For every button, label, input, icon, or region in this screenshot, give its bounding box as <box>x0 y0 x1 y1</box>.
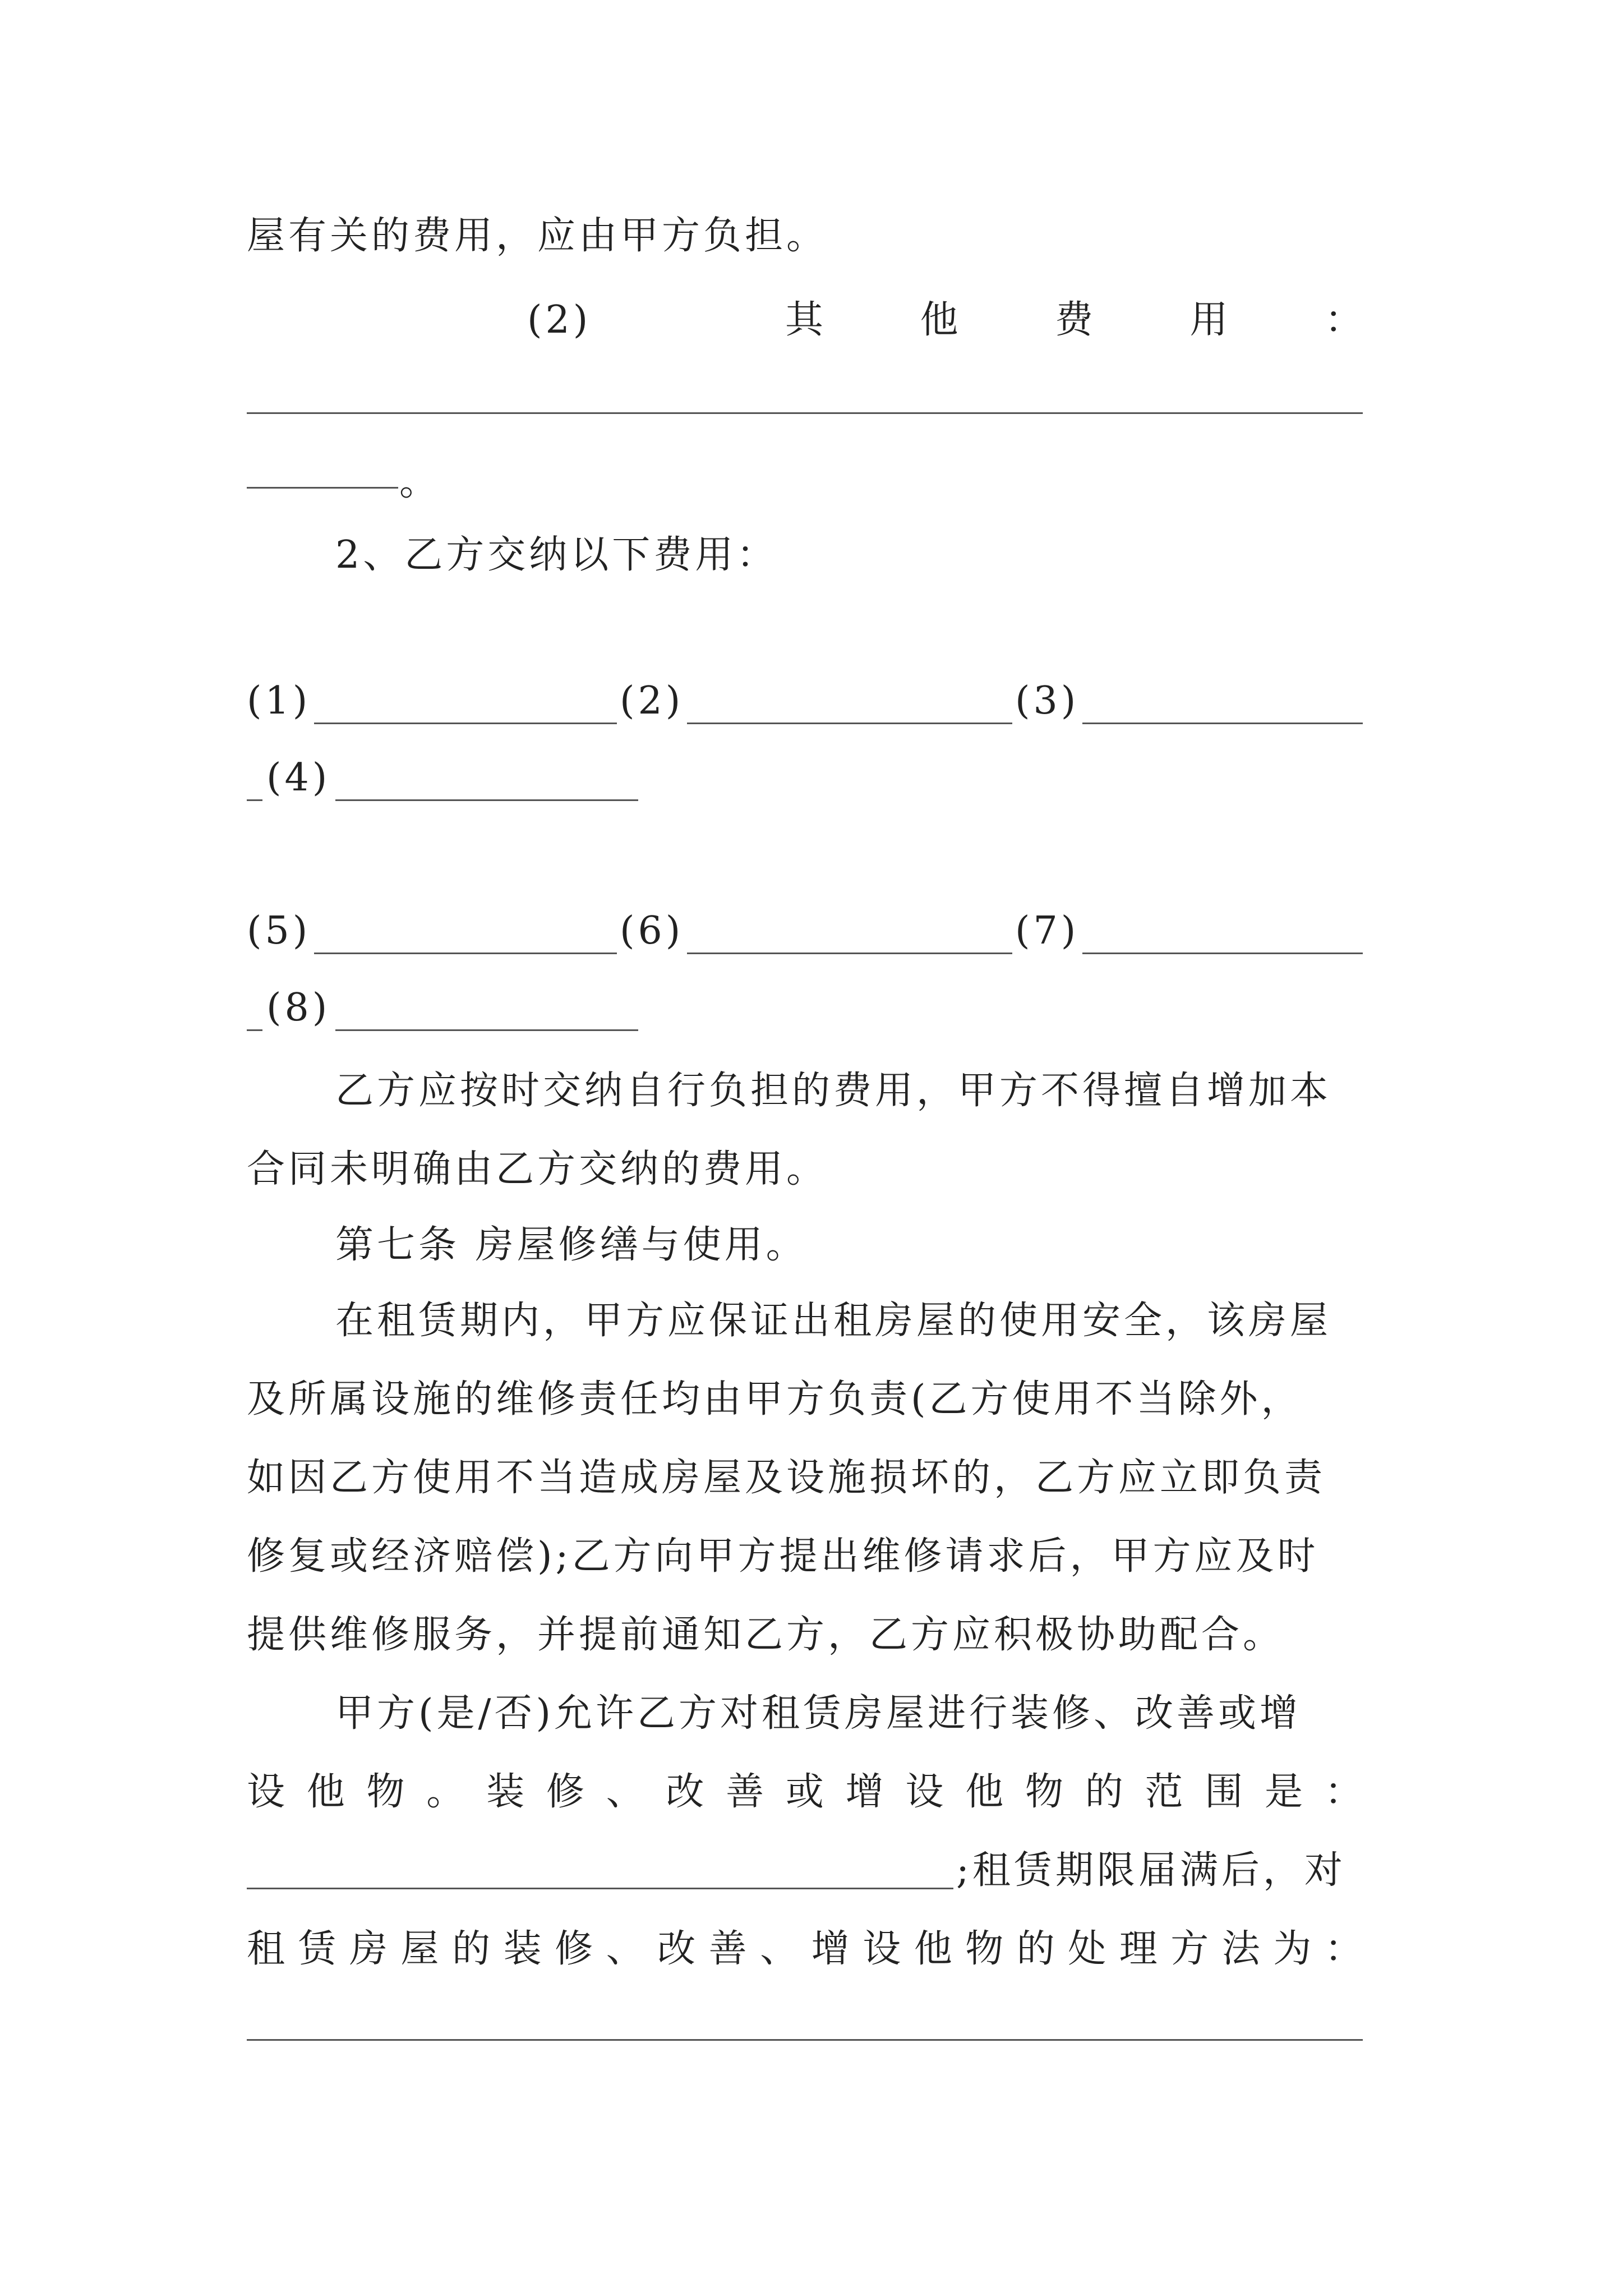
fill-in-blank <box>687 723 1012 724</box>
fill-in-blank <box>247 799 262 801</box>
fill-in-blank <box>247 2039 1363 2041</box>
fee-item-number: (3) <box>1015 679 1080 723</box>
paragraph-line: 如因乙方使用不当造成房屋及设施损坏的，乙方应立即负责 <box>247 1456 1326 1500</box>
fill-in-blank <box>247 487 398 489</box>
char: 的 <box>1085 1770 1123 1814</box>
char: 他 <box>914 1927 952 1971</box>
char: ： <box>1324 1927 1363 1971</box>
char: 物 <box>1025 1770 1063 1814</box>
fill-in-blank <box>335 1029 638 1031</box>
char: 其 <box>785 298 824 342</box>
char: 设 <box>247 1770 285 1814</box>
article-heading: 第七条 房屋修缮与使用。 <box>335 1223 808 1267</box>
justified-line <box>247 1767 1363 1818</box>
char: 法 <box>1221 1927 1260 1971</box>
char: 方 <box>1170 1927 1209 1971</box>
char: 、 <box>760 1927 799 1971</box>
char: 装 <box>486 1770 525 1814</box>
fee-item-number: (4) <box>266 756 331 800</box>
char: 是 <box>1265 1770 1303 1814</box>
text-line: 。 <box>399 460 441 504</box>
char: 为 <box>1273 1927 1312 1971</box>
char: 设 <box>905 1770 944 1814</box>
fill-in-blank <box>687 953 1012 954</box>
paragraph-line: 在租赁期内，甲方应保证出租房屋的使用安全，该房屋 <box>335 1299 1332 1343</box>
fill-in-blank <box>314 723 617 724</box>
char: 、 <box>606 1927 644 1971</box>
char: 物 <box>965 1927 1004 1971</box>
text-line: 屋有关的费用，应由甲方负担。 <box>247 214 828 258</box>
paragraph-line: 提供维修服务，并提前通知乙方，乙方应积极协助配合。 <box>247 1613 1285 1657</box>
char: 围 <box>1205 1770 1243 1814</box>
other-fees-label <box>785 295 1363 346</box>
char: 的 <box>1016 1927 1055 1971</box>
char: 他 <box>306 1770 345 1814</box>
char: 增 <box>845 1770 884 1814</box>
char: 他 <box>965 1770 1004 1814</box>
paragraph-line: 及所属设施的维修责任均由甲方负责(乙方使用不当除外， <box>247 1377 1303 1421</box>
paragraph-line: 修复或经济赔偿);乙方向甲方提出维修请求后，甲方应及时 <box>247 1534 1319 1579</box>
char: 装 <box>503 1927 542 1971</box>
char: 或 <box>785 1770 824 1814</box>
justified-line <box>247 1924 1363 1975</box>
fee-item-number: (6) <box>620 909 684 953</box>
char: 、 <box>606 1770 644 1814</box>
fee-item-number: (1) <box>247 679 311 723</box>
char: 的 <box>452 1927 491 1971</box>
char: ： <box>1324 1770 1363 1814</box>
char: 善 <box>726 1770 764 1814</box>
fee-item-number: (7) <box>1015 909 1080 953</box>
fee-item-number: (5) <box>247 909 311 953</box>
char: 他 <box>920 298 958 342</box>
char: 物 <box>366 1770 405 1814</box>
char: 改 <box>666 1770 704 1814</box>
char: 租 <box>247 1927 285 1971</box>
section-heading: 2、乙方交纳以下费用： <box>335 533 778 577</box>
item-number: (2) <box>527 298 592 342</box>
fill-in-blank <box>335 799 638 801</box>
char: 处 <box>1068 1927 1106 1971</box>
char: 设 <box>863 1927 901 1971</box>
paragraph-line: ;租赁期限届满后，对 <box>956 1848 1346 1893</box>
fill-in-blank <box>1082 953 1363 954</box>
char: 屋 <box>400 1927 439 1971</box>
char: 赁 <box>298 1927 336 1971</box>
char: 房 <box>349 1927 388 1971</box>
char: 范 <box>1145 1770 1183 1814</box>
char: 。 <box>426 1770 465 1814</box>
char: 改 <box>657 1927 696 1971</box>
paragraph-line: 甲方(是/否)允许乙方对租赁房屋进行装修、改善或增 <box>335 1691 1301 1736</box>
char: 费 <box>1054 298 1093 342</box>
paragraph-line: 合同未明确由乙方交纳的费用。 <box>247 1147 828 1191</box>
char: 理 <box>1119 1927 1158 1971</box>
fee-item-number: (2) <box>620 679 684 723</box>
char: 增 <box>811 1927 850 1971</box>
fill-in-blank <box>1082 723 1363 724</box>
paragraph-line: 乙方应按时交纳自行负担的费用，甲方不得擅自增加本 <box>335 1069 1332 1113</box>
char: ： <box>1324 298 1363 342</box>
fill-in-blank <box>247 1888 953 1889</box>
char: 善 <box>708 1927 747 1971</box>
char: 修 <box>546 1770 584 1814</box>
char: 修 <box>555 1927 593 1971</box>
fill-in-blank <box>247 412 1363 414</box>
fill-in-blank <box>247 1029 262 1031</box>
fee-item-number: (8) <box>266 986 331 1030</box>
fill-in-blank <box>314 953 617 954</box>
char: 用 <box>1189 298 1228 342</box>
